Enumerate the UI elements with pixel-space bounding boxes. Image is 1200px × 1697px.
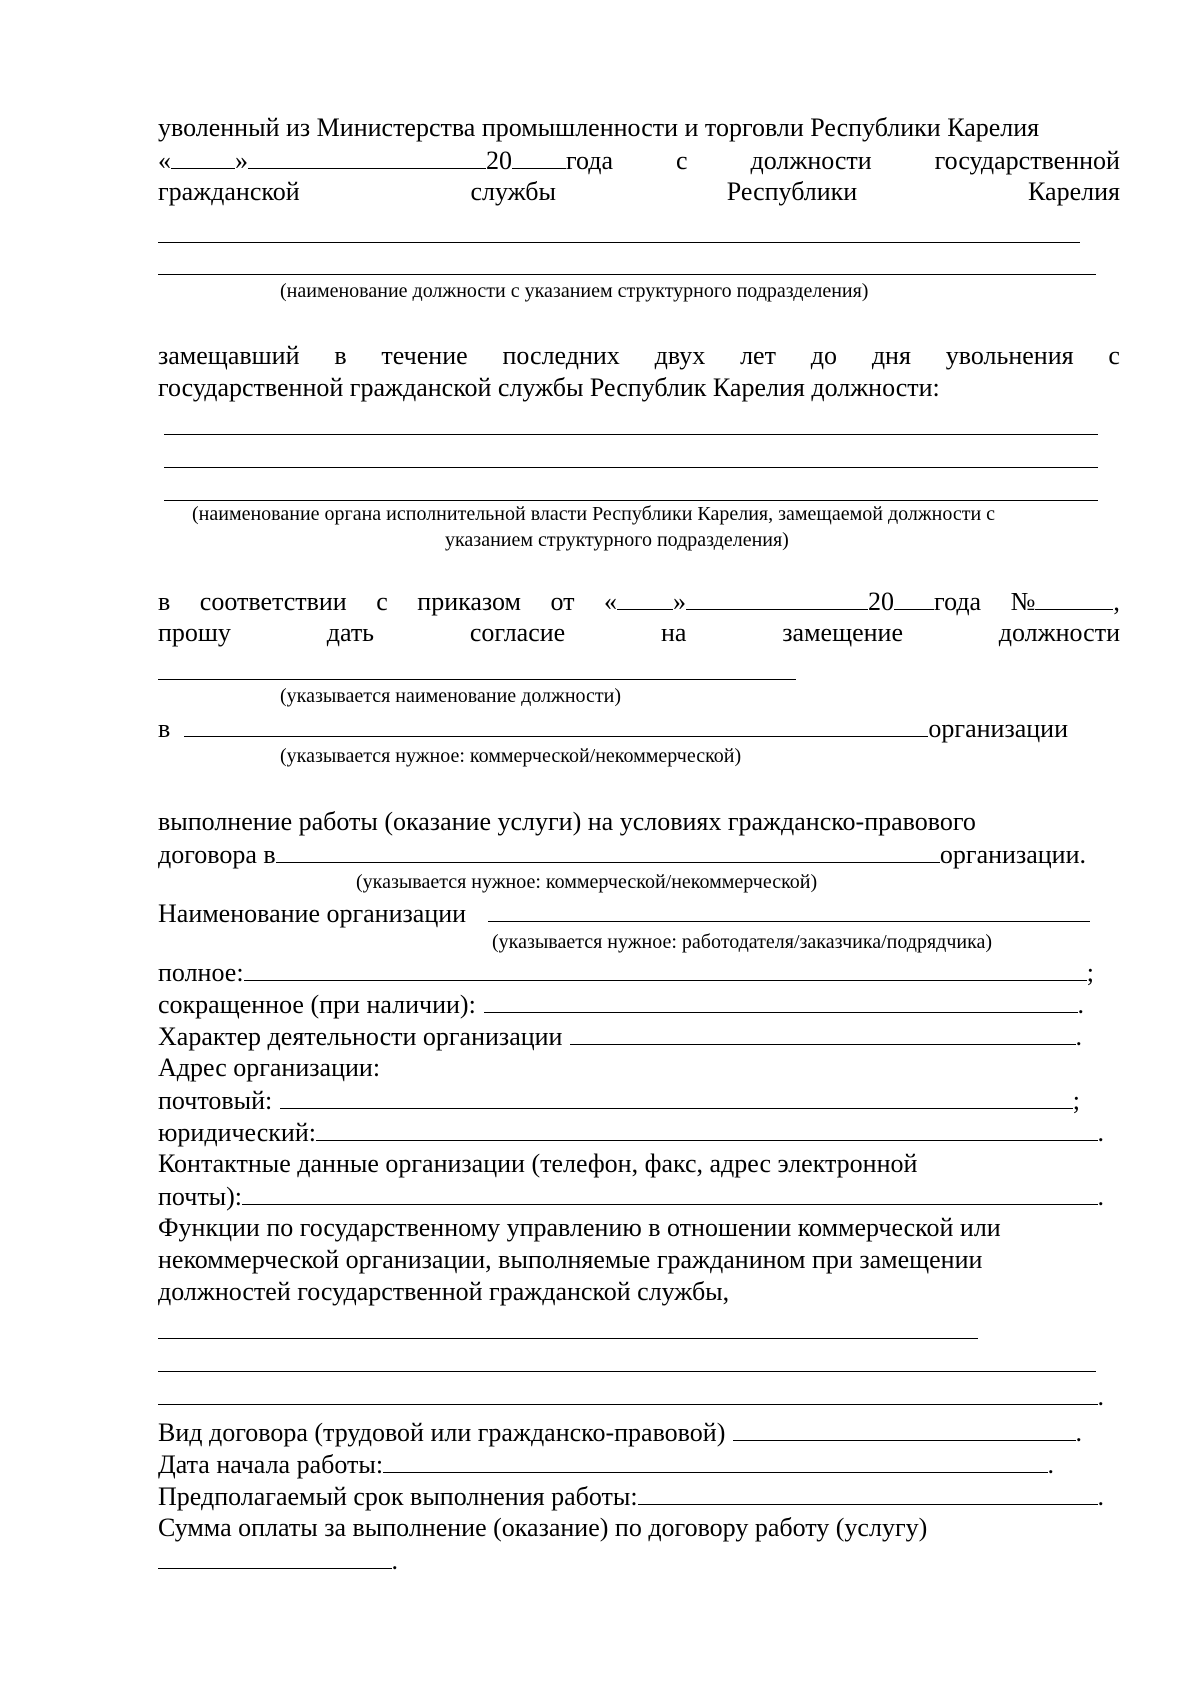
- org-contacts-line-1: Контактные данные организации (телефон, факс, адрес электронной: [158, 1149, 918, 1178]
- dismissal-date: « » 20 года: [158, 146, 614, 175]
- order-number-field[interactable]: [1035, 585, 1113, 610]
- functions-line-2: некоммерческой организации, выполняемые гражданином при замещении: [158, 1245, 983, 1274]
- org-type-field[interactable]: [184, 712, 928, 737]
- org-short-name-field[interactable]: [484, 988, 1078, 1013]
- position-caption: (наименование должности с указанием структурного подразделения): [280, 280, 869, 302]
- org-legal-address-field[interactable]: [316, 1116, 1098, 1141]
- org-postal-line: почтовый: ;: [158, 1086, 1080, 1115]
- dismissal-month-field[interactable]: [248, 144, 486, 169]
- org-contacts-line-2: почты): .: [158, 1182, 1104, 1211]
- functions-field-1[interactable]: [158, 1338, 978, 1339]
- order-month-field[interactable]: [686, 585, 868, 610]
- prev-position-field-3[interactable]: [164, 500, 1098, 501]
- prev-line-2: государственной гражданской службы Республик Карелия должности:: [158, 373, 940, 402]
- new-position-caption: (указывается наименование должности): [280, 685, 622, 707]
- org-activity-line: Характер деятельности организации .: [158, 1022, 1082, 1051]
- position-field-1[interactable]: [158, 242, 1080, 243]
- period-field[interactable]: [638, 1480, 1098, 1505]
- org-type-caption: (указывается нужное: коммерческой/некоммерческой): [280, 745, 742, 767]
- org-full-name-field[interactable]: [244, 956, 1087, 981]
- contract-org-type-field[interactable]: [276, 838, 940, 863]
- payment-line-2: .: [158, 1544, 398, 1577]
- position-field-2[interactable]: [158, 274, 1096, 275]
- contract-line-2: договора в организации.: [158, 840, 1086, 869]
- functions-line-3: должностей государственной гражданской службы,: [158, 1277, 730, 1306]
- org-postal-address-field[interactable]: [280, 1084, 1073, 1109]
- prev-caption-2: указанием структурного подразделения): [445, 529, 789, 551]
- org-activity-field[interactable]: [570, 1020, 1075, 1045]
- new-position-field[interactable]: [158, 679, 796, 680]
- org-legal-line: юридический: .: [158, 1118, 1104, 1147]
- payment-line-1: Сумма оплаты за выполнение (оказание) по договору работу (услугу): [158, 1513, 928, 1542]
- org-address-line: Адрес организации:: [158, 1053, 381, 1082]
- prev-position-field-2[interactable]: [164, 467, 1098, 468]
- intro-line-1: [158, 112, 1120, 144]
- start-date-line: Дата начала работы: .: [158, 1450, 1054, 1479]
- org-type-line: в организации: [158, 714, 1068, 743]
- start-date-field[interactable]: [383, 1448, 1047, 1473]
- dismissal-day-field[interactable]: [171, 144, 235, 169]
- functions-line-last: .: [158, 1380, 1104, 1413]
- contract-type-field[interactable]: [733, 1416, 1075, 1441]
- functions-field-3[interactable]: [158, 1380, 1098, 1405]
- period-line: Предполагаемый срок выполнения работы: .: [158, 1482, 1104, 1511]
- payment-field[interactable]: [158, 1544, 392, 1569]
- order-year-field[interactable]: [894, 585, 934, 610]
- contract-line-1: выполнение работы (оказание услуги) на условиях гражданско-правового: [158, 807, 976, 836]
- prev-caption-1: (наименование органа исполнительной власти Республики Карелия, замещаемой должности с: [192, 503, 996, 525]
- org-contacts-field[interactable]: [242, 1180, 1097, 1205]
- intro-text: уволенный из Министерства промышленности и торговли Республики Карелия: [158, 113, 1040, 142]
- org-name-line: Наименование организации: [158, 897, 1090, 930]
- org-full-line: полное: ;: [158, 958, 1094, 987]
- functions-field-2[interactable]: [158, 1371, 1096, 1372]
- intro-line-3: гражданской службы Республики Карелия: [158, 177, 1120, 206]
- org-name-field[interactable]: [488, 897, 1090, 922]
- intro-line-2: « » 20 года с должности государственной: [158, 146, 1120, 175]
- functions-line-1: Функции по государственному управлению в отношении коммерческой или: [158, 1213, 1001, 1242]
- order-number: № ,: [1010, 587, 1120, 616]
- contract-org-type-caption: (указывается нужное: коммерческой/некоммерческой): [356, 871, 818, 893]
- prev-position-field-1[interactable]: [164, 434, 1098, 435]
- dismissal-year-field[interactable]: [512, 144, 566, 169]
- org-name-caption: (указывается нужное: работодателя/заказчика/подрядчика): [492, 931, 993, 953]
- order-line-1: в соответствии с приказом от « » 20 года № ,: [158, 587, 1120, 616]
- prev-line-1: замещавший в течение последних двух лет до дня увольнения с: [158, 341, 1120, 370]
- contract-type-line: Вид договора (трудовой или гражданско-правовой) .: [158, 1418, 1082, 1447]
- order-day-field[interactable]: [617, 585, 673, 610]
- order-date: « » 20 года: [604, 587, 982, 616]
- org-short-line: сокращенное (при наличии): .: [158, 990, 1084, 1019]
- order-line-2: прошу дать согласие на замещение должности: [158, 618, 1120, 647]
